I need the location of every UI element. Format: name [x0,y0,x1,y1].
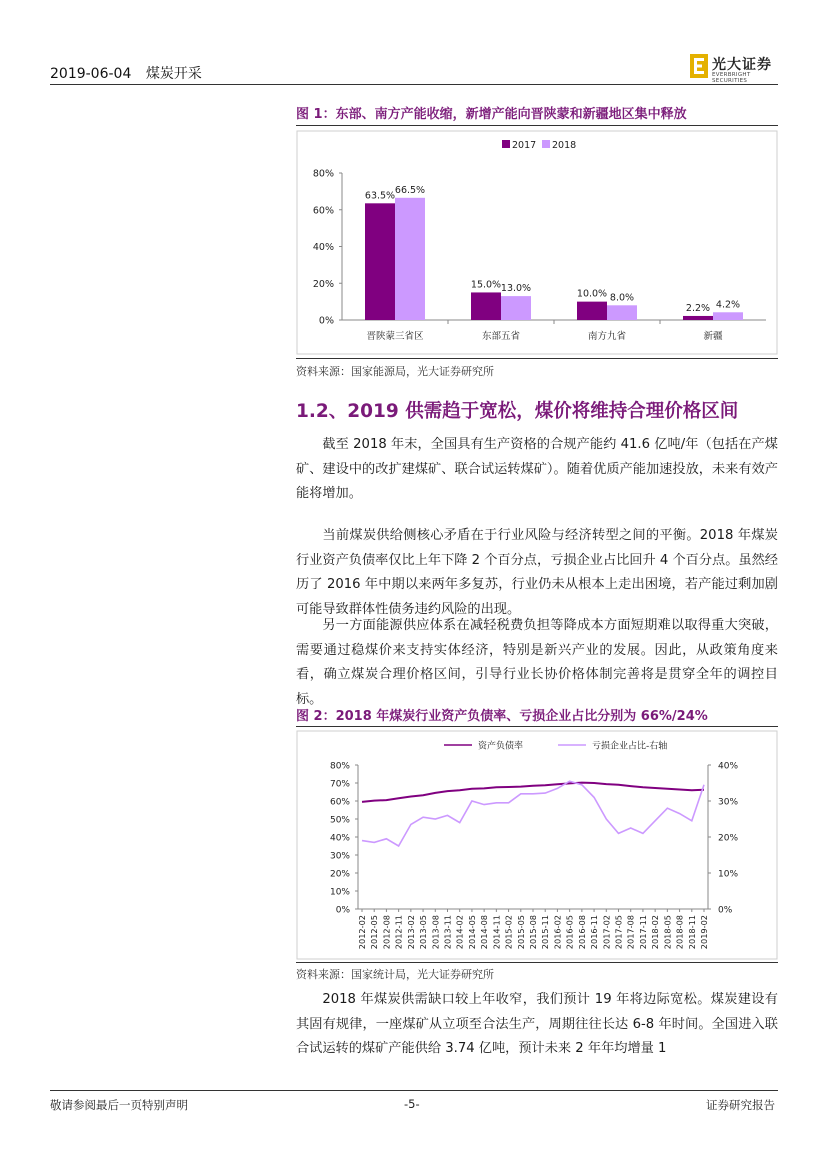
y-left-tick-label: 70% [329,779,350,790]
bar [607,305,637,320]
x-tick-label: 2019-02 [699,915,709,950]
y-left-tick-label: 10% [329,887,350,898]
x-tick-label: 2014-05 [466,915,477,950]
x-tick-label: 2012-11 [393,915,404,950]
figure2-title: 图 2：2018 年煤炭行业资产负债率、亏损企业占比分别为 66%/24% [296,709,708,724]
x-tick-label: 2018-05 [662,915,673,950]
series-line-asset-liability [362,783,704,802]
y-tick-label: 40% [312,242,334,253]
x-tick-label: 2017-02 [601,915,612,950]
y-left-tick-label: 40% [329,833,350,844]
bar [577,302,607,320]
report-category: 煤炭开采 [145,66,202,82]
x-tick-label: 2018-02 [650,915,661,950]
x-tick-label: 2012-02 [357,915,367,950]
x-tick-label: 2018-11 [686,915,697,950]
data-label: 8.0% [609,292,635,304]
figure1-title: 图 1：东部、南方产能收缩，新增产能向晋陕蒙和新疆地区集中释放 [296,107,687,122]
bar [365,203,395,320]
section-title: 1.2、2019 供需趋于宽松，煤价将维持合理价格区间 [296,401,739,422]
x-tick-label: 2017-08 [625,915,636,950]
footer-rule [50,1090,778,1091]
logo-english: EVERBRIGHT SECURITIES [712,72,751,84]
x-tick-label: 2017-05 [613,915,624,950]
header-info [50,63,202,83]
x-tick-label: 2016-11 [589,915,600,950]
footer-report-type: 证券研究报告 [706,1098,775,1112]
bar [683,316,713,320]
figure2-title-rule [296,726,778,727]
figure1-title-rule [296,125,778,126]
y-tick-label: 80% [312,168,334,180]
y-left-tick-label: 60% [329,797,350,808]
paragraph-3: 另一方面能源供应体系在减轻税费负担等降成本方面短期难以取得重大突破，需要通过稳煤价来支持实体经济，特别是新兴产业的发展。因此，从政策角度来看，确立煤炭合理价格区间，引导行业长协价格体制完善将是贯穿全年的调控目标。 [296,618,778,707]
legend-label: 2018 [552,140,577,151]
page-number: -5- [404,1097,420,1111]
y-right-tick-label: 10% [718,869,739,880]
y-left-tick-label: 0% [335,905,350,916]
x-tick-label: 2016-05 [564,915,575,950]
data-label: 13.0% [500,283,532,295]
figure2-source: 资料来源：国家统计局，光大证券研究所 [296,968,494,981]
legend-label: 亏损企业占比-右轴 [592,741,668,752]
x-category-label: 东部五省 [481,331,521,342]
y-left-tick-label: 20% [329,869,350,880]
bar [501,296,531,320]
y-left-tick-label: 30% [329,851,350,862]
data-label: 2.2% [685,302,711,314]
x-tick-label: 2013-02 [405,915,416,950]
y-right-tick-label: 40% [718,761,739,772]
legend-label: 2017 [512,140,537,151]
paragraph-1: 截至 2018 年末，全国具有生产资格的合规产能约 41.6 亿吨/年（包括在产煤矿、建设中的改扩建煤矿、联合试运转煤矿）。随着优质产能加速投放，未来有效产能将增加。 [296,437,778,502]
footer-disclaimer: 敬请参阅最后一页特别声明 [50,1098,188,1112]
legend-swatch [542,140,550,148]
bar [395,198,425,320]
x-tick-label: 2014-11 [491,915,502,950]
x-tick-label: 2018-08 [674,915,685,950]
data-label: 63.5% [364,190,396,202]
data-label: 10.0% [576,288,608,300]
y-right-tick-label: 0% [718,905,733,916]
figure1-bar-chart [296,130,778,355]
x-tick-label: 2015-05 [515,915,526,950]
logo-name: 光大证券 [712,57,772,73]
data-label: 4.2% [715,299,741,311]
company-logo [690,52,782,82]
bar [713,312,743,320]
x-tick-label: 2014-08 [479,915,490,950]
x-tick-label: 2016-08 [576,915,587,950]
y-tick-label: 60% [312,205,334,217]
paragraph-2: 当前煤炭供给侧核心矛盾在于行业风险与经济转型之间的平衡。2018 年煤炭行业资产负债率仅比上年下降 2 个百分点，亏损企业占比回升 4 个百分点。虽然经历了 2016 年中期以来两年多复苏，行业仍未从根本上走出困境，若产能过剩加剧可能导致群体性债务违约风险的出现。 [296,528,778,617]
y-tick-label: 0% [318,315,334,327]
y-right-tick-label: 20% [718,833,739,844]
x-category-label: 晋陕蒙三省区 [366,331,424,342]
data-label: 15.0% [470,279,502,291]
x-tick-label: 2013-08 [430,915,441,950]
series-line-loss-ratio [362,781,704,846]
figure2-bottom-rule [296,962,778,963]
paragraph-closing: 2018 年煤炭供需缺口较上年收窄，我们预计 19 年将边际宽松。煤炭建设有其固有规律，一座煤矿从立项至合法生产，周期往往长达 6-8 年时间。全国进入联合试运转的煤矿产能供给 3.74 亿吨，预计未来 2 年年均增量 1 [296,992,778,1057]
y-tick-label: 20% [312,278,334,290]
x-tick-label: 2012-08 [381,915,392,950]
y-left-tick-label: 80% [329,761,350,772]
x-tick-label: 2012-05 [369,915,380,950]
legend-swatch [502,140,510,148]
x-tick-label: 2014-02 [454,915,465,950]
figure1-source: 资料来源：国家能源局，光大证券研究所 [296,365,494,378]
x-tick-label: 2013-11 [442,915,453,950]
y-left-tick-label: 50% [329,815,350,826]
x-tick-label: 2015-11 [540,915,551,950]
data-label: 66.5% [394,184,426,196]
x-tick-label: 2015-02 [503,915,514,950]
legend-label: 资产负债率 [478,741,524,752]
x-category-label: 新疆 [703,331,723,342]
figure1-bottom-rule [296,358,778,359]
y-right-tick-label: 30% [718,797,739,808]
header-rule [50,84,778,85]
x-tick-label: 2017-11 [637,915,648,950]
x-tick-label: 2016-02 [552,915,563,950]
report-date: 2019-06-04 [50,66,132,82]
x-tick-label: 2013-05 [418,915,429,950]
figure2-line-chart [296,730,778,960]
x-tick-label: 2015-08 [528,915,538,950]
logo-mark-icon [690,54,708,78]
bar [471,292,501,320]
x-category-label: 南方九省 [587,331,627,342]
